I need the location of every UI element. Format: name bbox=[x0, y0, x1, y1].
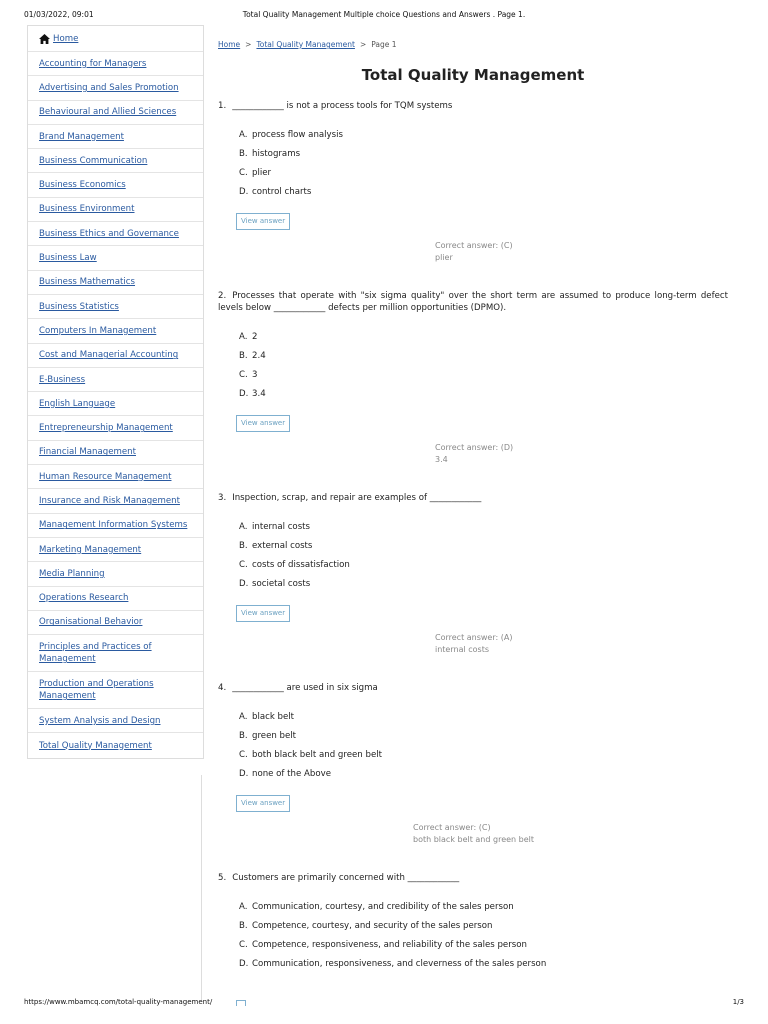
question-number: 3. bbox=[218, 493, 227, 503]
view-answer-button[interactable]: View answer bbox=[236, 415, 290, 432]
sidebar-item-e-business[interactable]: E-Business bbox=[28, 368, 203, 392]
sidebar-nav bbox=[27, 25, 204, 759]
question-2 bbox=[218, 290, 728, 464]
sidebar-item-production-and-operations-management[interactable]: Production and Operations Management bbox=[28, 672, 203, 709]
option-text: both black belt and green belt bbox=[252, 750, 382, 760]
question-1 bbox=[218, 100, 728, 262]
correct-answer bbox=[435, 442, 513, 466]
breadcrumb-section-link[interactable]: Total Quality Management bbox=[256, 40, 355, 49]
option-list bbox=[218, 898, 728, 974]
option-c bbox=[239, 746, 728, 765]
option-d bbox=[239, 183, 728, 202]
option-text: black belt bbox=[252, 712, 295, 722]
option-b bbox=[239, 347, 728, 366]
print-header bbox=[24, 10, 744, 22]
option-c bbox=[239, 366, 728, 385]
question-4 bbox=[218, 682, 728, 844]
print-doc-title: Total Quality Management Multiple choice Questions and Answers . Page 1. bbox=[242, 10, 526, 19]
correct-answer bbox=[435, 240, 513, 264]
option-letter: B. bbox=[239, 541, 248, 551]
view-answer-button[interactable]: View answer bbox=[236, 213, 290, 230]
sidebar-item-accounting-for-managers[interactable]: Accounting for Managers bbox=[28, 52, 203, 76]
question-text bbox=[218, 872, 728, 884]
sidebar-item-marketing-management[interactable]: Marketing Management bbox=[28, 538, 203, 562]
sidebar-item-management-information-systems[interactable]: Management Information Systems bbox=[28, 514, 203, 538]
option-b bbox=[239, 727, 728, 746]
option-letter: A. bbox=[239, 522, 248, 532]
option-text: plier bbox=[252, 168, 272, 178]
option-text: costs of dissatisfaction bbox=[252, 560, 350, 570]
option-list bbox=[218, 126, 728, 202]
option-text: Communication, courtesy, and credibility of the sales person bbox=[252, 902, 514, 912]
option-list bbox=[218, 708, 728, 784]
correct-answer-text: internal costs bbox=[435, 645, 490, 654]
option-letter: D. bbox=[239, 187, 249, 197]
option-letter: D. bbox=[239, 389, 249, 399]
option-b bbox=[239, 145, 728, 164]
question-prompt: Processes that operate with "six sigma quality" over the short term are assumed to produce long-term defect levels below ____________ defects per million opportunities (DPMO). bbox=[218, 291, 728, 313]
option-a bbox=[239, 328, 728, 347]
correct-answer-label: Correct answer: (A) bbox=[435, 633, 513, 642]
option-letter: C. bbox=[239, 750, 248, 760]
question-number: 2. bbox=[218, 291, 227, 301]
sidebar-item-english-language[interactable]: English Language bbox=[28, 392, 203, 416]
option-c bbox=[239, 556, 728, 575]
sidebar-item-business-mathematics[interactable]: Business Mathematics bbox=[28, 271, 203, 295]
option-text: process flow analysis bbox=[252, 130, 343, 140]
breadcrumb bbox=[218, 40, 728, 52]
option-text: control charts bbox=[252, 187, 312, 197]
option-letter: A. bbox=[239, 130, 248, 140]
option-letter: D. bbox=[239, 959, 249, 969]
option-text: Competence, responsiveness, and reliability of the sales person bbox=[252, 940, 527, 950]
print-page-number: 1/3 bbox=[732, 998, 744, 1006]
sidebar-item-computers-in-management[interactable]: Computers In Management bbox=[28, 319, 203, 343]
sidebar-item-advertising-and-sales-promotion[interactable]: Advertising and Sales Promotion bbox=[28, 76, 203, 100]
option-letter: B. bbox=[239, 731, 248, 741]
correct-answer bbox=[435, 632, 512, 656]
view-answer-button[interactable]: View answer bbox=[236, 795, 290, 812]
sidebar-item-insurance-and-risk-management[interactable]: Insurance and Risk Management bbox=[28, 489, 203, 513]
sidebar-item-label: Home bbox=[53, 33, 79, 44]
option-c bbox=[239, 164, 728, 183]
correct-answer bbox=[413, 822, 534, 846]
sidebar-item-home[interactable] bbox=[28, 26, 203, 52]
option-text: 2.4 bbox=[252, 351, 266, 361]
correct-answer-label: Correct answer: (C) bbox=[413, 823, 491, 832]
option-letter: B. bbox=[239, 149, 248, 159]
breadcrumb-separator: > bbox=[245, 40, 252, 49]
question-text bbox=[218, 492, 728, 504]
sidebar-item-cost-and-managerial-accounting[interactable]: Cost and Managerial Accounting bbox=[28, 344, 203, 368]
view-answer-button[interactable]: View answer bbox=[236, 605, 290, 622]
question-3 bbox=[218, 492, 728, 654]
sidebar-item-principles-and-practices-of-management[interactable]: Principles and Practices of Management bbox=[28, 635, 203, 672]
option-d bbox=[239, 955, 728, 974]
breadcrumb-home-link[interactable]: Home bbox=[218, 40, 241, 49]
question-prompt: ____________ are used in six sigma bbox=[232, 683, 378, 693]
home-icon bbox=[39, 34, 50, 44]
sidebar-item-business-statistics[interactable]: Business Statistics bbox=[28, 295, 203, 319]
option-text: 3 bbox=[252, 370, 258, 380]
option-b bbox=[239, 917, 728, 936]
option-a bbox=[239, 518, 728, 537]
sidebar-item-business-law[interactable]: Business Law bbox=[28, 246, 203, 270]
sidebar-item-behavioural-and-allied-sciences[interactable]: Behavioural and Allied Sciences bbox=[28, 101, 203, 125]
sidebar-item-business-environment[interactable]: Business Environment bbox=[28, 198, 203, 222]
option-d bbox=[239, 765, 728, 784]
print-date: 01/03/2022, 09:01 bbox=[24, 10, 94, 19]
option-letter: B. bbox=[239, 921, 248, 931]
question-prompt: ____________ is not a process tools for TQM systems bbox=[232, 101, 453, 111]
option-a bbox=[239, 898, 728, 917]
option-letter: A. bbox=[239, 712, 248, 722]
option-a bbox=[239, 708, 728, 727]
option-c bbox=[239, 936, 728, 955]
sidebar-item-financial-management[interactable]: Financial Management bbox=[28, 441, 203, 465]
correct-answer-text: 3.4 bbox=[435, 455, 448, 464]
question-5 bbox=[218, 872, 728, 1006]
question-text bbox=[218, 290, 728, 314]
sidebar-item-media-planning[interactable]: Media Planning bbox=[28, 562, 203, 586]
sidebar-item-business-economics[interactable]: Business Economics bbox=[28, 173, 203, 197]
option-letter: C. bbox=[239, 940, 248, 950]
sidebar-item-system-analysis-and-design[interactable]: System Analysis and Design bbox=[28, 709, 203, 733]
correct-answer-label: Correct answer: (D) bbox=[435, 443, 514, 452]
question-prompt: Inspection, scrap, and repair are examples of ____________ bbox=[232, 493, 482, 503]
main-content bbox=[218, 40, 728, 969]
option-letter: A. bbox=[239, 332, 248, 342]
option-d bbox=[239, 385, 728, 404]
option-text: green belt bbox=[252, 731, 297, 741]
option-text: Competence, courtesy, and security of the sales person bbox=[252, 921, 493, 931]
sidebar-item-business-communication[interactable]: Business Communication bbox=[28, 149, 203, 173]
question-number: 5. bbox=[218, 873, 227, 883]
option-text: societal costs bbox=[252, 579, 311, 589]
sidebar-item-total-quality-management[interactable]: Total Quality Management bbox=[39, 740, 152, 751]
sidebar-item-business-ethics-and-governance[interactable]: Business Ethics and Governance bbox=[28, 222, 203, 246]
sidebar-item-organisational-behavior[interactable]: Organisational Behavior bbox=[28, 611, 203, 635]
question-number: 4. bbox=[218, 683, 227, 693]
question-number: 1. bbox=[218, 101, 227, 111]
option-text: external costs bbox=[252, 541, 313, 551]
sidebar-item-operations-research[interactable]: Operations Research bbox=[28, 587, 203, 611]
print-footer bbox=[24, 998, 744, 1010]
option-letter: C. bbox=[239, 560, 248, 570]
sidebar-divider bbox=[201, 775, 202, 1000]
option-list bbox=[218, 328, 728, 404]
sidebar-item-brand-management[interactable]: Brand Management bbox=[28, 125, 203, 149]
option-text: none of the Above bbox=[252, 769, 331, 779]
option-letter: A. bbox=[239, 902, 248, 912]
option-letter: D. bbox=[239, 579, 249, 589]
option-list bbox=[218, 518, 728, 594]
correct-answer-label: Correct answer: (C) bbox=[435, 241, 513, 250]
sidebar-item-human-resource-management[interactable]: Human Resource Management bbox=[28, 465, 203, 489]
breadcrumb-separator: > bbox=[359, 40, 367, 49]
option-a bbox=[239, 126, 728, 145]
option-text: internal costs bbox=[252, 522, 311, 532]
option-d bbox=[239, 575, 728, 594]
option-letter: C. bbox=[239, 168, 248, 178]
question-text bbox=[218, 682, 728, 694]
print-url: https://www.mbamcq.com/total-quality-management/ bbox=[24, 998, 213, 1006]
breadcrumb-current: Page 1 bbox=[371, 40, 397, 49]
correct-answer-text: plier bbox=[435, 253, 453, 262]
option-b bbox=[239, 537, 728, 556]
correct-answer-text: both black belt and green belt bbox=[413, 835, 535, 844]
question-prompt: Customers are primarily concerned with ____________ bbox=[232, 873, 460, 883]
page-title: Total Quality Management bbox=[361, 66, 585, 84]
option-letter: D. bbox=[239, 769, 249, 779]
option-text: 3.4 bbox=[252, 389, 266, 399]
question-text bbox=[218, 100, 728, 112]
option-letter: C. bbox=[239, 370, 248, 380]
sidebar-item-entrepreneurship-management[interactable]: Entrepreneurship Management bbox=[28, 416, 203, 440]
option-text: histograms bbox=[252, 149, 301, 159]
option-text: Communication, responsiveness, and cleverness of the sales person bbox=[252, 959, 547, 969]
option-letter: B. bbox=[239, 351, 248, 361]
option-text: 2 bbox=[252, 332, 258, 342]
